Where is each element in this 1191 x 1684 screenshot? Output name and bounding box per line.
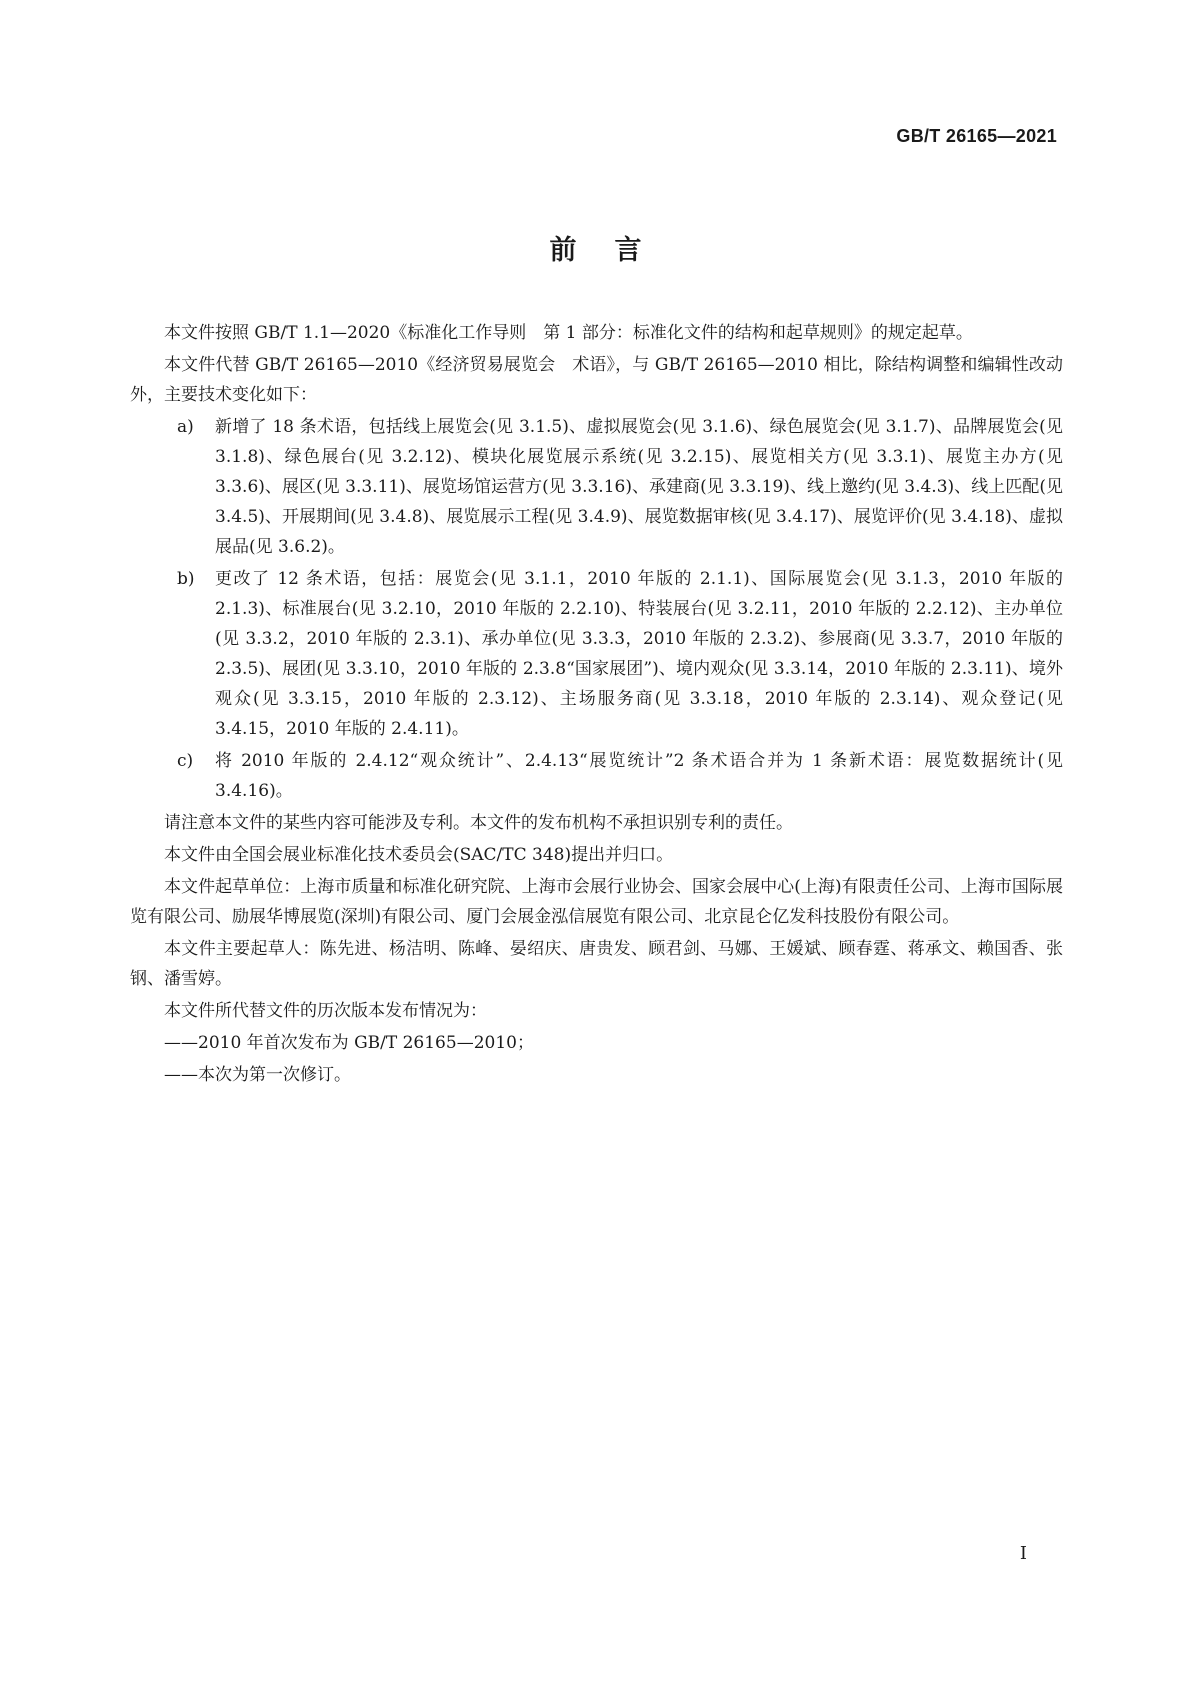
paragraph-proposer: 本文件由全国会展业标准化技术委员会(SAC/TC 348)提出并归口。: [164, 845, 674, 865]
foreword-body: [130, 318, 1063, 1092]
paragraph-patent-notice: 请注意本文件的某些内容可能涉及专利。本文件的发布机构不承担识别专利的责任。: [164, 813, 793, 833]
list-marker: a): [177, 417, 194, 437]
list-marker: c): [177, 751, 194, 771]
page-title: 前言: [549, 235, 680, 266]
history-item: ——本次为第一次修订。: [164, 1065, 351, 1085]
standard-code: GB/T 26165—2021: [896, 126, 1057, 146]
history-item: ——2010 年首次发布为 GB/T 26165—2010；: [164, 1033, 534, 1053]
list-item: [130, 412, 1063, 562]
list-item: [130, 564, 1063, 744]
list-marker: b): [177, 569, 195, 589]
list-item-text: 将 2010 年版的 2.4.12“观众统计”、2.4.13“展览统计”2 条术语合并为 1 条新术语：展览数据统计(见 3.4.16)。: [215, 751, 1063, 801]
list-item-text: 新增了 18 条术语，包括线上展览会(见 3.1.5)、虚拟展览会(见 3.1.6)、绿色展览会(见 3.1.7)、品牌展览会(见 3.1.8)、绿色展台(见 3.2.12)、模块化展览展示系统(见 3.2.15)、展览相关方(见 3.3.1)、展览主办方(见 3.3.6)、展区(见 3.3.11)、展览场馆运营方(见 3.3.16)、承建商(见 3.3.19)、线上邀约(见 3.4.3)、线上匹配(见 3.4.5)、开展期间(见 3.4.8)、展览展示工程(见 3.4.9)、展览数据审核(见 3.4.17)、展览评价(见 3.4.18)、虚拟展品(见 3.6.2)。: [215, 417, 1064, 557]
list-item-text: 更改了 12 条术语，包括：展览会(见 3.1.1，2010 年版的 2.1.1)、国际展览会(见 3.1.3，2010 年版的 2.1.3)、标准展台(见 3.2.10，2010 年版的 2.2.10)、特装展台(见 3.2.11，2010 年版的 2.2.12)、主办单位(见 3.3.2，2010 年版的 2.3.1)、承办单位(见 3.3.3，2010 年版的 2.3.2)、参展商(见 3.3.7，2010 年版的 2.3.5)、展团(见 3.3.10，2010 年版的 2.3.8“国家展团”)、境内观众(见 3.3.14，2010 年版的 2.3.11)、境外观众(见 3.3.15，2010 年版的 2.3.12)、主场服务商(见 3.3.18，2010 年版的 2.3.14)、观众登记(见 3.4.15，2010 年版的 2.4.11)。: [215, 569, 1063, 739]
paragraph-replacement: 本文件代替 GB/T 26165—2010《经济贸易展览会 术语》，与 GB/T 26165—2010 相比，除结构调整和编辑性改动外，主要技术变化如下：: [130, 355, 1063, 405]
list-item: [130, 746, 1063, 806]
paragraph-history-intro: 本文件所代替文件的历次版本发布情况为：: [164, 1001, 487, 1021]
paragraph-drafting-basis: 本文件按照 GB/T 1.1—2020《标准化工作导则 第 1 部分：标准化文件的结构和起草规则》的规定起草。: [164, 323, 973, 343]
paragraph-drafters: 本文件主要起草人：陈先进、杨洁明、陈峰、晏绍庆、唐贵发、顾君剑、马娜、王媛斌、顾春霆、蒋承文、赖国香、张钢、潘雪婷。: [130, 939, 1063, 989]
page-number: I: [1019, 1543, 1027, 1564]
paragraph-drafting-units: 本文件起草单位：上海市质量和标准化研究院、上海市会展行业协会、国家会展中心(上海)有限责任公司、上海市国际展览有限公司、励展华博展览(深圳)有限公司、厦门会展金泓信展览有限公司、北京昆仑亿发科技股份有限公司。: [130, 877, 1063, 927]
